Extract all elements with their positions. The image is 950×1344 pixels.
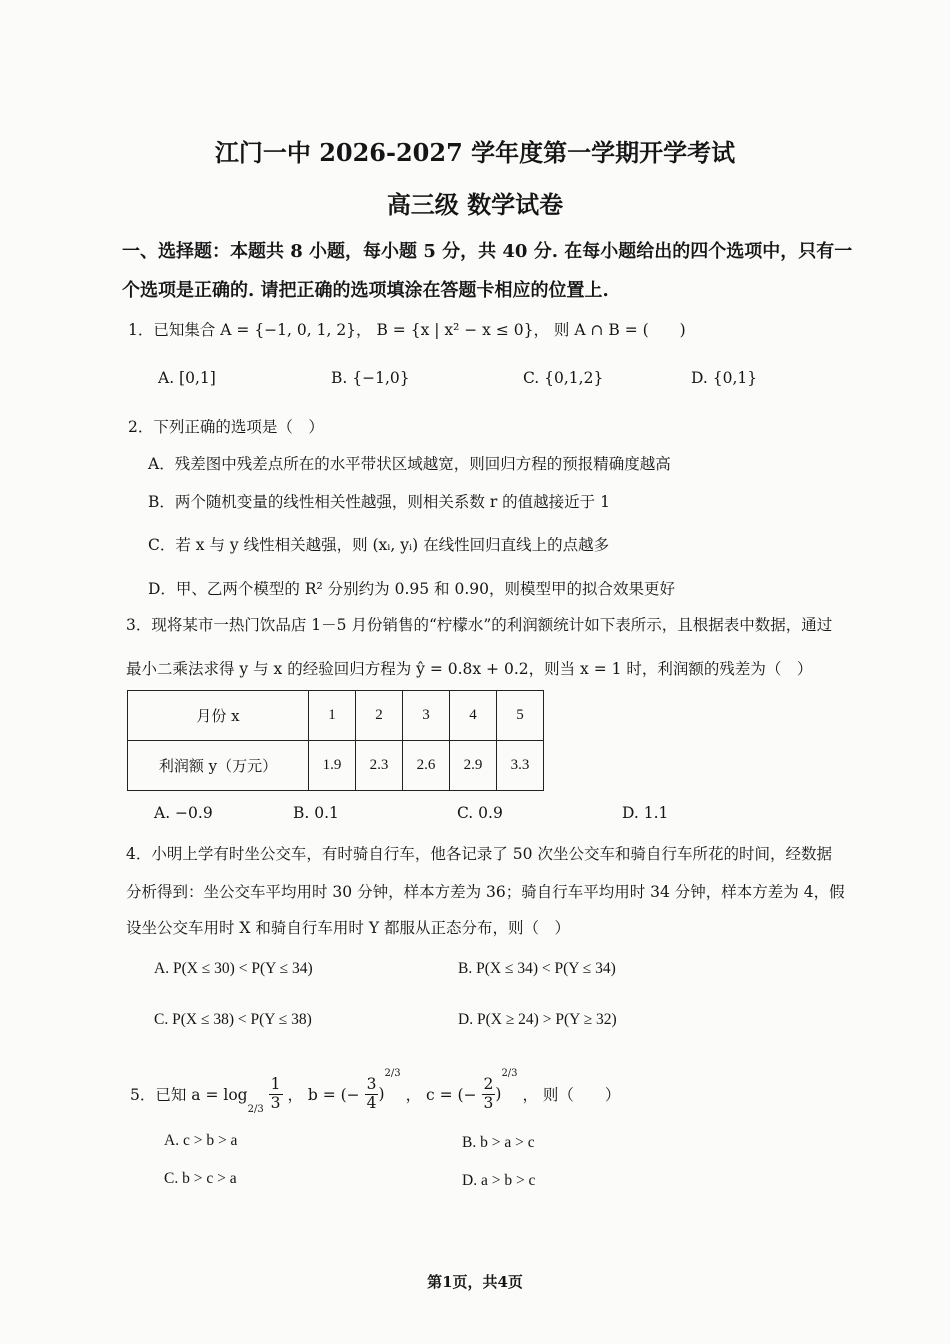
table-cell: 1	[309, 691, 356, 741]
question-3-line2: 最小二乘法求得 y 与 x 的经验回归方程为 ŷ = 0.8x + 0.2，则当 x = 1 时，利润额的残差为（ ）	[126, 660, 813, 678]
exam-subtitle: 高三级 数学试卷	[386, 190, 564, 219]
table-cell: 5	[497, 691, 544, 741]
q2-option-a: A．残差图中残差点所在的水平带状区域越宽，则回归方程的预报精确度越高	[148, 455, 671, 473]
table-row	[128, 691, 544, 741]
table-row	[128, 741, 544, 791]
question-1-stem: 1．已知集合 A = {−1, 0, 1, 2}， B = {x | x² − x ≤ 0}， 则 A ∩ B = ( )	[128, 321, 686, 339]
profit-table	[127, 690, 544, 791]
section-heading-line2: 个选项是正确的. 请把正确的选项填涂在答题卡相应的位置上.	[122, 280, 609, 301]
q1-option-c: C. {0,1,2}	[523, 369, 604, 387]
q2-option-c: C．若 x 与 y 线性相关越强，则 (xᵢ, yᵢ) 在线性回归直线上的点越多	[148, 536, 610, 554]
table-cell: 2	[356, 691, 403, 741]
q5-c-exponent: 2/3	[501, 1068, 518, 1079]
table-cell: 3	[403, 691, 450, 741]
question-4-line2: 分析得到：坐公交车平均用时 30 分钟，样本方差为 36；骑自行车平均用时 34 分钟，样本方差为 4，假	[126, 883, 845, 901]
q4-option-a: A. P(X ≤ 30) < P(Y ≤ 34)	[154, 960, 313, 977]
q5-a-fraction: $\frac{1}{3}$	[270, 1075, 281, 1112]
q4-option-d: D. P(X ≥ 24) > P(Y ≥ 32)	[458, 1011, 617, 1028]
q1-option-a: A. [0,1]	[158, 369, 216, 387]
q1-option-b: B. {−1,0}	[331, 369, 410, 387]
page-number: 第1页，共4页	[427, 1273, 523, 1291]
q5-log-base: 2/3	[247, 1104, 264, 1115]
question-5-stem: 5．已知 a = log2/3 $\frac{1}{3}$ ， b = (− $\frac{3}{4}$ )2/3 ， c = (− $\frac{2}{3}$ )2/3 ， 则（ ）	[130, 1068, 621, 1115]
exam-title: 江门一中 2026-2027 学年度第一学期开学考试	[214, 138, 736, 167]
q2-option-b: B．两个随机变量的线性相关性越强，则相关系数 r 的值越接近于 1	[148, 493, 610, 511]
q5-suffix: ， 则（ ）	[522, 1086, 621, 1104]
q5-option-c: C. b > c > a	[164, 1170, 237, 1187]
q3-option-d: D. 1.1	[622, 804, 669, 822]
table-cell: 2.9	[450, 741, 497, 791]
question-4-line3: 设坐公交车用时 X 和骑自行车用时 Y 都服从正态分布，则（ ）	[126, 919, 570, 937]
q3-option-c: C. 0.9	[457, 804, 503, 822]
q5-option-a: A. c > b > a	[164, 1132, 238, 1149]
q5-b-fraction: $\frac{3}{4}$	[366, 1075, 377, 1112]
q5-option-d: D. a > b > c	[462, 1172, 536, 1189]
q4-option-c: C. P(X ≤ 38) < P(Y ≤ 38)	[154, 1011, 312, 1028]
q3-option-a: A. −0.9	[154, 804, 213, 822]
table-header-profit: 利润额 y（万元）	[128, 741, 309, 791]
q1-option-d: D. {0,1}	[691, 369, 758, 387]
q3-option-b: B. 0.1	[293, 804, 339, 822]
table-header-month: 月份 x	[128, 691, 309, 741]
section-heading-line1: 一、选择题：本题共 8 小题，每小题 5 分，共 40 分. 在每小题给出的四个选项中，只有一	[122, 241, 853, 262]
q5-prefix: 5．已知 a = log	[130, 1086, 248, 1104]
table-cell: 2.6	[403, 741, 450, 791]
q5-b-exponent: 2/3	[384, 1068, 401, 1079]
q5-b-prefix: ， b = (−	[287, 1086, 360, 1104]
q5-c-prefix: ， c = (−	[405, 1086, 477, 1104]
q5-option-b: B. b > a > c	[462, 1134, 535, 1151]
question-3-line1: 3．现将某市一热门饮品店 1－5 月份销售的“柠檬水”的利润额统计如下表所示，且根据表中数据，通过	[126, 616, 833, 634]
question-4-line1: 4．小明上学有时坐公交车，有时骑自行车，他各记录了 50 次坐公交车和骑自行车所花的时间，经数据	[126, 845, 832, 863]
table-cell: 3.3	[497, 741, 544, 791]
question-2-stem: 2．下列正确的选项是（ ）	[128, 418, 324, 436]
table-cell: 4	[450, 691, 497, 741]
table-cell: 1.9	[309, 741, 356, 791]
q5-c-fraction: $\frac{2}{3}$	[483, 1075, 494, 1112]
q2-option-d: D．甲、乙两个模型的 R² 分别约为 0.95 和 0.90，则模型甲的拟合效果更好	[148, 580, 675, 598]
table-cell: 2.3	[356, 741, 403, 791]
q4-option-b: B. P(X ≤ 34) < P(Y ≤ 34)	[458, 960, 616, 977]
